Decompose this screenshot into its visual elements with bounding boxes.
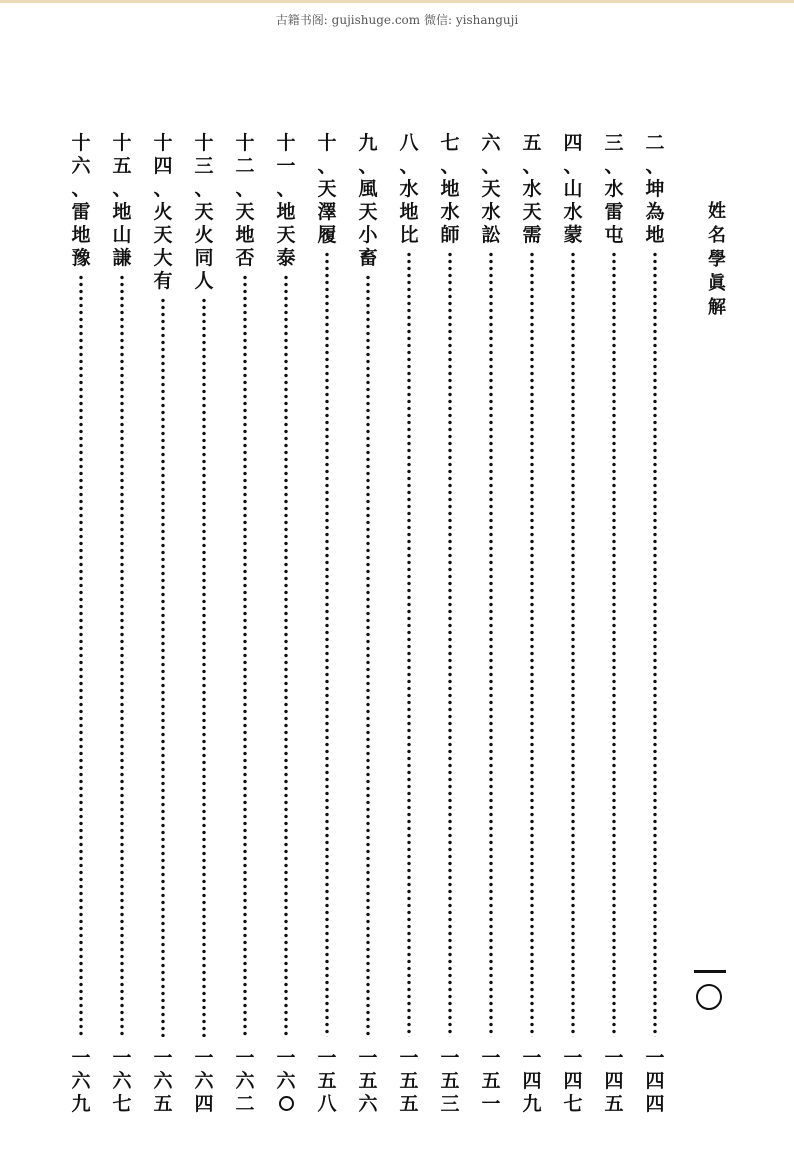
toc-entry-title: 六 、 天 水 訟 (481, 132, 501, 246)
toc-entry[interactable] (230, 132, 260, 1122)
toc-entry[interactable] (353, 132, 383, 1122)
toc-entry-title: 五 、 水 天 需 (522, 132, 542, 246)
toc-page-number: 一 四 九 (522, 1047, 542, 1115)
toc-entry[interactable] (599, 132, 629, 1122)
dot-leader (78, 274, 84, 1037)
dot-leader (529, 251, 535, 1037)
toc-entry[interactable] (312, 132, 342, 1122)
dot-leader (406, 251, 412, 1037)
running-title (704, 200, 730, 320)
toc-entry[interactable] (558, 132, 588, 1122)
toc-entry[interactable] (271, 132, 301, 1122)
watermark-text: 古籍书阁: gujishuge.com 微信: yishanguji (275, 13, 519, 27)
top-border (0, 0, 794, 3)
dot-leader (611, 251, 617, 1037)
dot-leader (160, 297, 166, 1037)
toc-entry[interactable] (394, 132, 424, 1122)
folio-digit-one (694, 970, 726, 973)
toc-entry[interactable] (107, 132, 137, 1122)
toc-page-number: 一 六 四 (194, 1047, 214, 1115)
toc-page-number: 一 五 八 (317, 1047, 337, 1115)
running-title-char: 解 (708, 297, 726, 318)
toc-entry-title: 三 、 水 雷 屯 (604, 132, 624, 246)
toc-entry-title: 十 五 、 地 山 謙 (112, 132, 132, 269)
toc-entry[interactable] (640, 132, 670, 1122)
toc-page-number: 一 五 三 (440, 1047, 460, 1115)
toc-entry-title: 十 六 、 雷 地 豫 (71, 132, 91, 269)
toc-entry[interactable] (435, 132, 465, 1122)
toc-page-number: 一 五 六 (358, 1047, 378, 1115)
toc-entry[interactable] (66, 132, 96, 1122)
toc-entry[interactable] (476, 132, 506, 1122)
toc-entry-title: 二 、 坤 為 地 (645, 132, 665, 246)
dot-leader (488, 251, 494, 1037)
dot-leader (119, 274, 125, 1037)
toc-entry-title: 十 一 、 地 天 泰 (276, 132, 296, 269)
toc-entry-title: 八 、 水 地 比 (399, 132, 419, 246)
dot-leader (447, 251, 453, 1037)
running-title-char: 眞 (708, 273, 726, 294)
toc-page-number: 一 六 五 (153, 1047, 173, 1115)
toc-entry-title: 九 、 風 天 小 畜 (358, 132, 378, 269)
toc-page-number: 一 六 二 (235, 1047, 255, 1115)
toc-page-number: 一 五 五 (399, 1047, 419, 1115)
toc-entry-title: 十 、 天 澤 履 (317, 132, 337, 246)
dot-leader (652, 251, 658, 1037)
toc-page-number: 一 五 一 (481, 1047, 501, 1115)
dot-leader (242, 274, 248, 1037)
toc-page-number: 一 六 九 (71, 1047, 91, 1115)
toc-page-number: 一 六 (271, 1047, 301, 1116)
folio-number (690, 964, 730, 1014)
toc-entry[interactable] (517, 132, 547, 1122)
folio-digit-zero (696, 984, 722, 1010)
running-title-char: 學 (708, 249, 726, 270)
toc-page-number: 一 六 七 (112, 1047, 132, 1115)
toc-entry[interactable] (148, 132, 178, 1122)
dot-leader (365, 274, 371, 1037)
toc-entry-title: 四 、 山 水 蒙 (563, 132, 583, 246)
toc-page-number: 一 四 七 (563, 1047, 583, 1115)
running-title-char: 名 (708, 225, 726, 246)
dot-leader (570, 251, 576, 1037)
dot-leader (201, 297, 207, 1037)
toc-page-number: 一 四 五 (604, 1047, 624, 1115)
running-title-char: 姓 (708, 201, 726, 222)
toc-entry-title: 七 、 地 水 師 (440, 132, 460, 246)
toc-entry-title: 十 二 、 天 地 否 (235, 132, 255, 269)
toc-page-number: 一 四 四 (645, 1047, 665, 1115)
dot-leader (324, 251, 330, 1037)
toc-entry[interactable] (189, 132, 219, 1122)
toc-entry-title: 十 三 、 天 火 同 人 (194, 132, 214, 292)
toc-entry-title: 十 四 、 火 天 大 有 (153, 132, 173, 292)
dot-leader (283, 274, 289, 1037)
